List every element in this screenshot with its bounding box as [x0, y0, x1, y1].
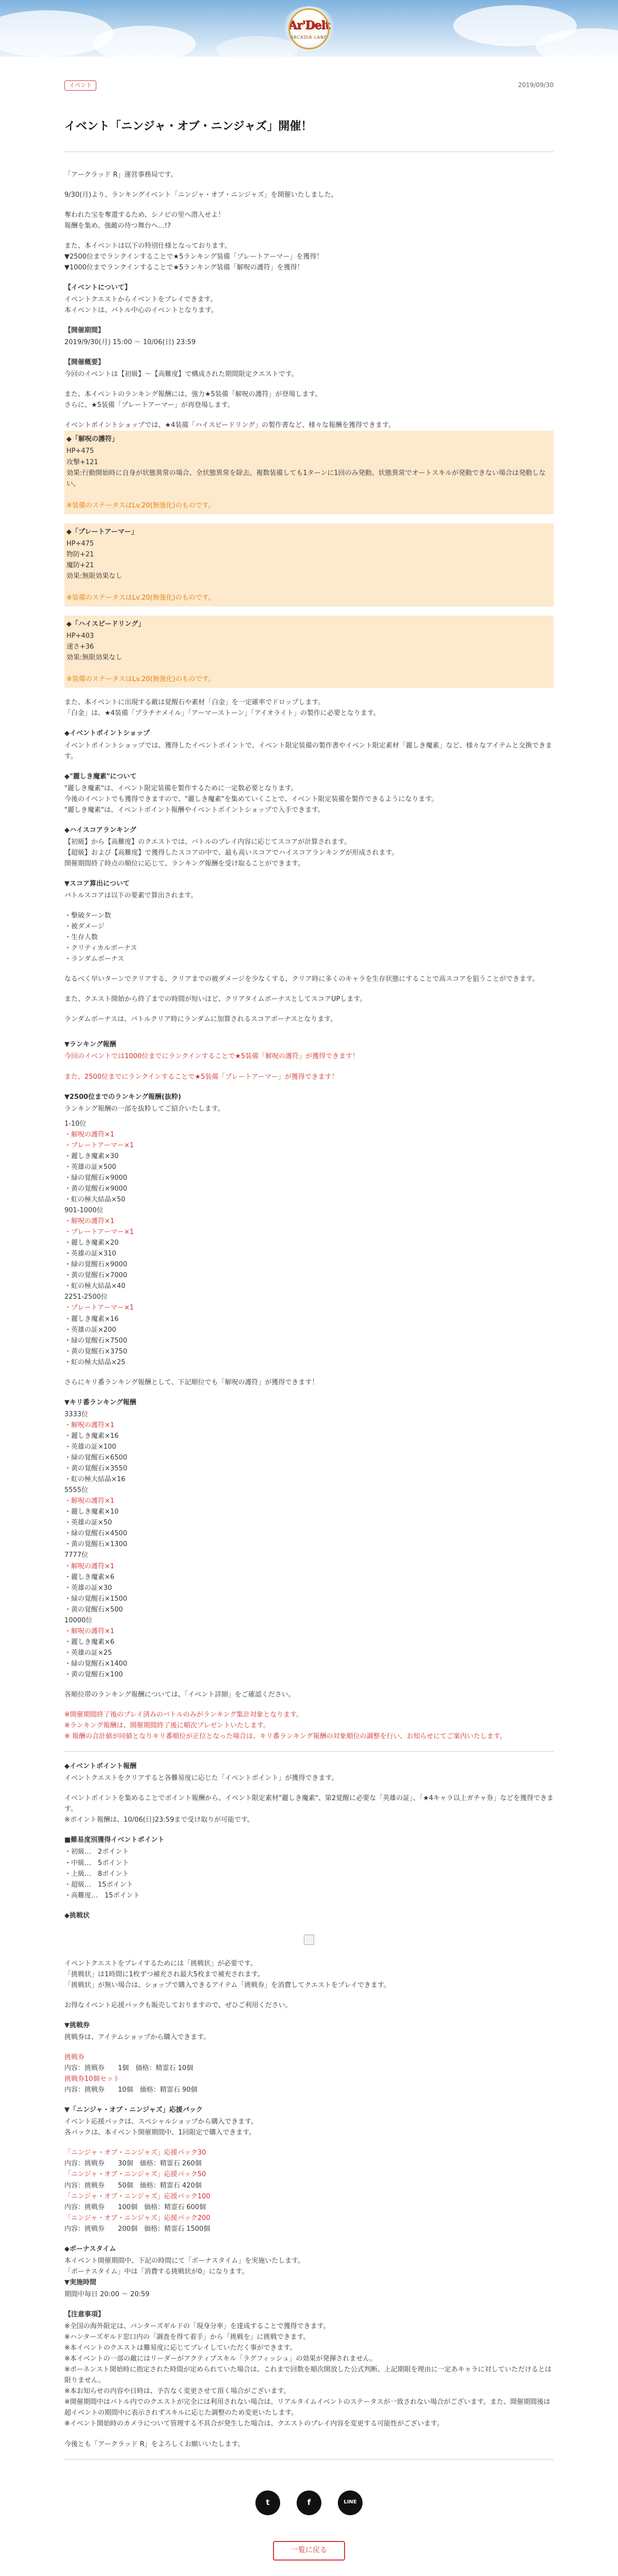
- reward-item: ・黄の覚醒石×500: [64, 1605, 123, 1614]
- section-overview: 【開催概要】 今回のイベントは【初級】～【高難度】で構成された期間限定クエストです。: [64, 359, 298, 379]
- reward-item: ・英雄の証×30: [64, 1584, 112, 1592]
- reward-tier: [64, 1118, 554, 1205]
- equipment-note: ※装備のステータスはLv.20(無強化)のものです。: [66, 675, 215, 684]
- pack-content: 内容：挑戦券 50個 価格：精霊石 420個: [64, 2181, 202, 2190]
- pack-name: 「ニンジャ・オブ・ニンジャズ」応援パック30: [64, 2149, 206, 2157]
- note-item: ※ポーネンスト開始時に指定された時間が定められていた場合は、これまで回数を順次開放した公式判断、上記期限を理由に一定あキャラに対していただけるとは限りません。: [64, 2366, 552, 2385]
- back-to-list-button[interactable]: 一覧に戻る: [273, 2541, 345, 2561]
- reward-tier: [64, 1615, 554, 1680]
- note-item: ※開催期間中はバトル内でのクエストが完全には利用されない場合は、リアルタイムイベントのステータスが一致されない場合がございます。また、開催期間後は超イベントの期間中に表示されずスキルに応じた調整のため変更いたします。: [64, 2398, 551, 2417]
- paragraph: イベントポイントを集めることでポイント報酬から、イベント限定素材"麗しき魔素"、第2覚醒に必要な「英雄の証」、「★4キャラ以上ガチャ券」などを獲得できます。 ※ポイント報酬は、10/06(日)23:59まで受け取りが可能です。: [64, 1794, 554, 1824]
- equipment-name: ◆「解呪の護符」: [66, 435, 118, 444]
- equipment-spacer: [66, 582, 550, 592]
- reward-item: ・プレートアーマー×1: [64, 1141, 134, 1149]
- reward-item: ・黄の覚醒石×3550: [64, 1465, 127, 1473]
- post-date: 2019/09/30: [518, 81, 554, 89]
- section-pack: ▼「ニンジャ・オブ・ニンジャズ」応援パック イベント応援パックは、スペシャルショップから購入できます。 各パックは、本イベント開催期間中、1回限定で購入できます。: [64, 2106, 258, 2137]
- paragraph: イベントクエストをプレイするためには「挑戦状」が必要です。 「挑戦状」は1時間に1枚ずつ補充され最大5枚まで補充されます。 「挑戦状」が無い場合は、ショップで購入できるアイテム「挑戦券」を消費してクエストをプレイできます。: [64, 1959, 390, 1989]
- reward-item: ・緑の覚醒石×6500: [64, 1454, 127, 1462]
- tier-rank: 5555位: [64, 1486, 89, 1495]
- reward-item: ・英雄の証×500: [64, 1163, 116, 1171]
- reward-item: ・麗しき魔素×6: [64, 1573, 115, 1581]
- article-body: [64, 152, 554, 2460]
- warning-notes: ※開催期間終了後のプレイ済みのバトルのみがランキング集計対象となります。 ※ランキング報酬は、開催期間終了後に順次プレゼントいたします。 ※ 報酬の合計値が同値となりキリ番順位が正位となった場合は、キリ番ランキング報酬の対象順位の調整を行い、お知らせにてご案内いたします。: [64, 1711, 507, 1741]
- pack-list: [64, 2147, 554, 2234]
- closing-text: 今後とも「アークラッド R」をよろしくお願いいたします。: [64, 2440, 245, 2448]
- equipment-stat: HP+475: [66, 447, 94, 455]
- broken-image-icon: [304, 1935, 314, 1945]
- page-title: イベント「ニンジャ・オブ・ニンジャズ」開催！: [64, 117, 554, 152]
- reward-item: ・緑の覚醒石×4500: [64, 1530, 127, 1538]
- paragraph: さらにキリ番ランキング報酬として、下記順位でも「解呪の護符」が獲得できます！: [64, 1378, 319, 1386]
- reward-item: ・虹の極大結晶×25: [64, 1358, 126, 1366]
- equipment-list: [64, 431, 554, 688]
- paragraph: 奪われた宝を奪還するため、シノビの里へ潜入せよ！ 報酬を集め、強敵の待つ舞台へ…!?: [64, 211, 225, 230]
- section-score: ▼スコア算出について バトルスコアは以下の要素で算出されます。: [64, 879, 198, 900]
- section-period: 【開催期間】 2019/9/30(月) 15:00 ～ 10/06(日) 23:59: [64, 327, 196, 347]
- tier-rank: 1-10位: [64, 1120, 87, 1128]
- site-logo[interactable]: Ar'Delt ARCADIA LAND: [282, 6, 336, 52]
- paragraph: イベントポイントショップでは、★4装備「ハイスピードリング」の製作書など、様々な報酬を獲得できます。: [64, 421, 396, 430]
- paragraph: 各順位帯のランキング報酬については、「イベント詳細」をご確認ください。: [64, 1691, 295, 1699]
- section-material: ◆"麗しき魔素"について "麗しき魔素"は、イベント限定装備を製作するために一定数必要となります。 今後のイベントでも獲得できますので、"麗しき魔素"を集めていくことで、イベント限定装備を製作できるようになります。 "麗しき魔素"は、イベントポイント報酬やイベントポイントショップで入手できます。: [64, 772, 438, 814]
- reward-tier: [64, 1550, 554, 1615]
- equipment-name: ◆「ハイスピードリング」: [66, 620, 145, 629]
- section-about: 【イベントについて】 イベントクエストからイベントをプレイできます。 本イベントは、バトル中心のイベントとなります。: [64, 283, 218, 315]
- reward-item: ・プレートアーマー×1: [64, 1228, 134, 1236]
- reward-item: ・麗しき魔素×30: [64, 1152, 119, 1160]
- reward-item: ・麗しき魔素×10: [64, 1508, 119, 1516]
- reward-item: ・黄の覚醒石×9000: [64, 1184, 127, 1193]
- section-ranking: ▼ランキング報酬 今回のイベントでは1000位までにランクインすることで★5装備「解呪の護符」が獲得できます！: [64, 1041, 359, 1061]
- section-challenge: ◆挑戦状: [64, 1911, 90, 1920]
- tier-rank: 3333位: [64, 1410, 89, 1418]
- equipment-note: ※装備のステータスはLv.20(無強化)のものです。: [66, 501, 215, 510]
- reward-item: ・英雄の証×50: [64, 1519, 112, 1527]
- reward-tier: [64, 1409, 554, 1485]
- equipment-spacer: [66, 489, 550, 500]
- ticket-list: 挑戦券 内容：挑戦券 1個 価格：精霊石 10個 挑戦券10個セット 内容：挑戦券 10個 価格：精霊石 90個: [64, 2054, 198, 2094]
- reward-item: ・緑の覚醒石×9000: [64, 1174, 127, 1182]
- reward-item: ・緑の覚醒石×1500: [64, 1595, 127, 1603]
- tier-rank: 7777位: [64, 1551, 89, 1560]
- note-item: ※本イベントの一部の敵にはリーダーがアクティブスキル「ラグフィッシュ」の効果が発揮されません。: [64, 2355, 377, 2363]
- equipment-stat: 魔防+21: [66, 561, 94, 569]
- reward-item: ・解呪の護符×1: [64, 1627, 115, 1635]
- reward-item: ・英雄の証×200: [64, 1326, 116, 1334]
- reward-item: ・麗しき魔素×20: [64, 1239, 119, 1247]
- section-kiri: ▼キリ番ランキング報酬: [64, 1398, 136, 1406]
- site-header: [0, 0, 618, 57]
- pack-name: 「ニンジャ・オブ・ニンジャズ」応援パック100: [64, 2192, 211, 2200]
- tier-rank: 901-1000位: [64, 1207, 104, 1215]
- ep-table: ■難易度別獲得イベントポイント ・初級… 2ポイント ・中級… 5ポイント ・上級… 8ポイント ・超級… 15ポイント ・高難度… 15ポイント: [64, 1836, 165, 1900]
- equipment-stat: 速さ+36: [66, 643, 94, 651]
- reward-item: ・麗しき魔素×16: [64, 1432, 119, 1440]
- note-item: ※本お知らせの内容や日時は、予告なく変更させて頂く場合がございます。: [64, 2387, 290, 2396]
- equipment-name: ◆「プレートアーマー」: [66, 528, 138, 536]
- paragraph: 9/30(月)より、ランキングイベント「ニンジャ・オブ・ニンジャズ」を開催いたしました。: [64, 191, 338, 199]
- reward-item: ・麗しき魔素×6: [64, 1638, 115, 1646]
- section-ep-reward: ◆イベントポイント報酬 イベントクエストをクリアすると各難易度に応じた「イベントポイント」が獲得できます。: [64, 1762, 338, 1783]
- reward-item: ・英雄の証×25: [64, 1649, 112, 1657]
- paragraph: なるべく早いターンでクリアする、クリアまでの被ダメージを少なくする、クリア時に多くのキャラを生存状態にすることで高スコアを狙うことができます。: [64, 975, 539, 984]
- facebook-share-icon[interactable]: f: [297, 2490, 321, 2515]
- kiri-ranking-tiers: [64, 1409, 554, 1680]
- paragraph: また、本イベントは以下の特別仕様となっております。 ▼2500位までランクインすることで★5ランキング装備「プレートアーマー」を獲得！ ▼1000位までランクインすることで★5ランキング装備「解呪の護符」を獲得！: [64, 242, 323, 272]
- section-highscore: ◆ハイスコアランキング 【初級】から【高難度】のクエストでは、バトルのプレイ内容に応じてスコアが計算されます。 【超級】および【高難度】で獲得したスコアの中で、最も高いスコアでハイスコアランキングが形成されます。 開催期間終了時点の順位に応じて、ランキング報酬を受け取ることができます。: [64, 826, 399, 868]
- equipment-box: [64, 523, 554, 606]
- category-badge[interactable]: イベント: [64, 80, 96, 91]
- section-ticket: ▼挑戦券 挑戦券は、アイテムショップから購入できます。: [64, 2021, 210, 2041]
- twitter-share-icon[interactable]: t: [255, 2490, 280, 2515]
- article: [64, 80, 554, 2561]
- reward-item: ・黄の覚醒石×100: [64, 1670, 123, 1679]
- reward-item: ・英雄の証×310: [64, 1250, 116, 1258]
- note-item: ※イベント開始時のカメラについて管理する不具合が発生した場合は、クエストのプレイ内容を変更する可能性がございます。: [64, 2420, 444, 2428]
- equipment-stat: HP+403: [66, 632, 94, 640]
- share-buttons: [64, 2490, 554, 2515]
- equipment-stat: 効果:無限効果なし: [66, 572, 123, 580]
- reward-item: ・虹の極大結晶×16: [64, 1476, 126, 1484]
- equipment-box: [64, 616, 554, 688]
- ranking-tiers: [64, 1118, 554, 1368]
- equipment-stat: HP+475: [66, 539, 94, 548]
- section-notes: 【注意事項】 ※全国の海外限定は、バンターズギルドの「現身分率」を達成することで獲得できます。 ※ハンターズギルド窓口内の「調査を得て着手」から「挑戦を」に挑戦できます。 ※本イベントのクエストは難易度に応じてプレイしていただく事ができます。 ※本イベントの一部の敵にはリーダーがアクティブスキル「ラグフィッシュ」の効果が発揮されません。 ※ポーネンスト開始時に指定された時間が定められていた場合は、これまで回数を順次開放した公式判断、上記期限を理由に一定あキャラに対していただけるとは限りません。 ※本お知らせの内容や日時は、予告なく変更させて頂く場合がございます。 ※開催期間中はバトル内でのクエストが完全には利用されない場合は、リアルタイムイベントのステータスが一致されない場合がございます。また、開催期間後は超イベントの期間中に表示されずスキルに応じた調整のため変更いたします。 ※イベント開始時のカメラについて管理する不具合が発生した場合は、クエストのプレイ内容を変更する可能性がございます。: [64, 2309, 554, 2430]
- reward-tier: [64, 1292, 554, 1367]
- note-item: ※全国の海外限定は、バンターズギルドの「現身分率」を達成することで獲得できます。: [64, 2323, 330, 2331]
- reward-item: ・解呪の護符×1: [64, 1497, 115, 1505]
- section-ranking-2500: ▼2500位までのランキング報酬(抜粋) ランキング報酬の一部を抜粋してご紹介いたします。: [64, 1093, 225, 1113]
- equipment-note: ※装備のステータスはLv.20(無強化)のものです。: [66, 594, 215, 602]
- note-item: ※本イベントのクエストは難易度に応じてプレイしていただく事ができます。: [64, 2344, 297, 2352]
- tier-rank: 2251-2500位: [64, 1293, 108, 1301]
- equipment-spacer: [66, 663, 550, 674]
- reward-item: ・麗しき魔素×16: [64, 1315, 119, 1323]
- reward-tier: [64, 1485, 554, 1550]
- reward-item: ・黄の覚醒石×3750: [64, 1347, 127, 1355]
- paragraph: また、2500位までにランクインすることで★5装備「プレートアーマー」が獲得できます！: [64, 1073, 338, 1081]
- reward-item: ・黄の覚醒石×1300: [64, 1540, 127, 1549]
- paragraph: また、本イベントに出現する敵は覚醒石や素材「白金」を一定確率でドロップします。 「白金」は、★4装備「プラチナメイル」「アーマーストーン」「アイオライト」の製作に必要となります。: [64, 699, 380, 718]
- reward-item: ・緑の覚醒石×1400: [64, 1659, 127, 1668]
- score-items: ・撃破ターン数 ・被ダメージ ・生存人数 ・クリティカルボーナス ・ランダムボーナス: [64, 912, 138, 963]
- intro: 「アークラッド R」運営事務局です。: [64, 171, 178, 179]
- reward-item: ・緑の覚醒石×9000: [64, 1261, 127, 1269]
- equipment-stat: 効果:無限効果なし: [66, 654, 123, 662]
- reward-item: ・解呪の護符×1: [64, 1130, 115, 1139]
- line-share-icon[interactable]: LINE: [338, 2490, 363, 2515]
- reward-item: ・緑の覚醒石×7500: [64, 1336, 127, 1345]
- paragraph: また、クエスト開始から終了までの時間が短いほど、クリアタイムボーナスとしてスコアUPします。: [64, 995, 367, 1004]
- pack-name: 「ニンジャ・オブ・ニンジャズ」応援パック50: [64, 2171, 206, 2179]
- reward-item: ・黄の覚醒石×7000: [64, 1272, 127, 1280]
- section-bonus: ◆ボーナスタイム 本イベント開催期間中、下記の時間にて「ボーナスタイム」を実施いたします。 「ボーナスタイム」中は「消費する挑戦状が0」になります。 ▼実施時間 期間中毎日 20:00 ～ 20:59: [64, 2245, 305, 2298]
- reward-item: ・解呪の護符×1: [64, 1217, 115, 1226]
- equipment-box: [64, 431, 554, 514]
- reward-item: ・解呪の護符×1: [64, 1562, 115, 1570]
- tier-rank: 10000位: [64, 1616, 93, 1624]
- equipment-stat: 効果:行動開始時に自身が状態異常の場合、全状態異常を除去。複数装備しても1ターンに1回のみ発動。状態異常でオートスキルが発動できない場合は発動しない。: [66, 469, 546, 488]
- pack-content: 内容：挑戦券 100個 価格：精霊石 600個: [64, 2203, 206, 2211]
- reward-tier: [64, 1205, 554, 1292]
- reward-item: ・虹の極大結晶×50: [64, 1196, 126, 1204]
- reward-item: ・プレートアーマー×1: [64, 1304, 134, 1312]
- paragraph: お得なイベント応援パックも販売しておりますので、ぜひご利用ください。: [64, 2001, 292, 2009]
- pack-content: 内容：挑戦券 30個 価格：精霊石 260個: [64, 2160, 202, 2168]
- section-event-shop: ◆イベントポイントショップ イベントポイントショップでは、獲得したイベントポイントで、イベント限定装備の製作書やイベント限定素材「麗しき魔素」など、様々なアイテムと交換できます。: [64, 730, 553, 760]
- paragraph: また、本イベントのランキング報酬には、強力★5装備「解呪の護符」が登場します。 さらに、★5装備「プレートアーマー」が再登場します。: [64, 391, 322, 410]
- note-item: ※ハンターズギルド窓口内の「調査を得て着手」から「挑戦を」に挑戦できます。: [64, 2333, 310, 2342]
- pack-content: 内容：挑戦券 200個 価格：精霊石 1500個: [64, 2225, 211, 2233]
- reward-item: ・虹の極大結晶×40: [64, 1282, 126, 1291]
- reward-item: ・解呪の護符×1: [64, 1421, 115, 1429]
- equipment-stat: 物防+21: [66, 550, 94, 558]
- pack-name: 「ニンジャ・オブ・ニンジャズ」応援パック200: [64, 2214, 211, 2222]
- equipment-stat: 攻撃+121: [66, 458, 98, 466]
- paragraph: ランダムボーナスは、バトルクリア時にランダムに加算されるスコアボーナスとなります。: [64, 1015, 337, 1024]
- reward-item: ・英雄の証×100: [64, 1443, 116, 1451]
